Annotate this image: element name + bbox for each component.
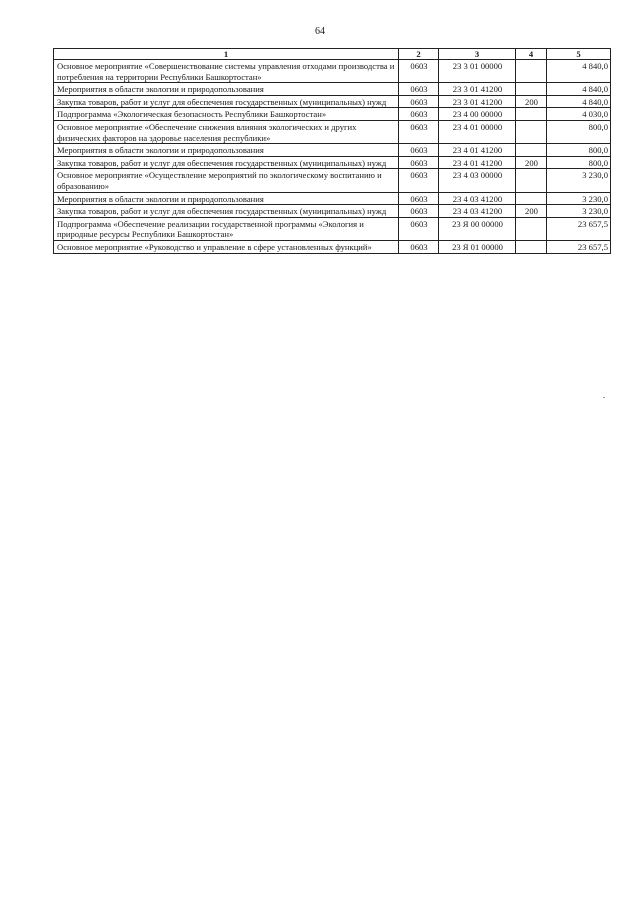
table-row: [54, 192, 611, 205]
row-amount: 800,0: [547, 156, 611, 169]
row-code: 23 3 01 41200: [439, 83, 516, 96]
row-type: [516, 108, 547, 121]
header-col-4: 4: [516, 49, 547, 60]
row-code: 23 Я 00 00000: [439, 217, 516, 240]
row-code: 23 3 01 00000: [439, 60, 516, 83]
row-type: [516, 60, 547, 83]
row-name: Закупка товаров, работ и услуг для обеспечения государственных (муниципальных) нужд: [54, 205, 399, 218]
row-name: Основное мероприятие «Обеспечение снижения влияния экологических и других физических факторов на здоровье населения республики»: [54, 120, 399, 143]
row-code: 23 4 03 00000: [439, 169, 516, 192]
row-name: Мероприятия в области экологии и природопользования: [54, 192, 399, 205]
row-section: 0603: [399, 83, 439, 96]
row-section: 0603: [399, 144, 439, 157]
row-name: Подпрограмма «Экологическая безопасность Республики Башкортостан»: [54, 108, 399, 121]
row-code: 23 3 01 41200: [439, 95, 516, 108]
row-amount: 4 840,0: [547, 60, 611, 83]
row-section: 0603: [399, 120, 439, 143]
row-code: 23 4 01 41200: [439, 144, 516, 157]
row-code: 23 4 03 41200: [439, 192, 516, 205]
row-name: Основное мероприятие «Осуществление мероприятий по экологическому воспитанию и образованию»: [54, 169, 399, 192]
row-amount: 3 230,0: [547, 192, 611, 205]
table-row: [54, 83, 611, 96]
row-section: 0603: [399, 240, 439, 253]
scan-speck: [603, 397, 605, 398]
header-row: [54, 49, 611, 60]
header-col-1: 1: [54, 49, 399, 60]
row-code: 23 4 00 00000: [439, 108, 516, 121]
row-code: 23 Я 01 00000: [439, 240, 516, 253]
row-amount: 4 840,0: [547, 95, 611, 108]
row-type: [516, 192, 547, 205]
row-amount: 4 030,0: [547, 108, 611, 121]
row-type: [516, 217, 547, 240]
table-body: [54, 60, 611, 254]
row-name: Подпрограмма «Обеспечение реализации государственной программы «Экология и природные ресурсы Республики Башкортостан»: [54, 217, 399, 240]
row-type: [516, 144, 547, 157]
row-amount: 3 230,0: [547, 205, 611, 218]
table-header: [54, 49, 611, 60]
row-type: 200: [516, 95, 547, 108]
row-name: Основное мероприятие «Совершенствование системы управления отходами производства и потребления на территории Республики Башкортостан»: [54, 60, 399, 83]
row-section: 0603: [399, 205, 439, 218]
table-row: [54, 120, 611, 143]
row-amount: 3 230,0: [547, 169, 611, 192]
table-row: [54, 60, 611, 83]
row-code: 23 4 03 41200: [439, 205, 516, 218]
row-name: Закупка товаров, работ и услуг для обеспечения государственных (муниципальных) нужд: [54, 156, 399, 169]
row-amount: 23 657,5: [547, 217, 611, 240]
row-amount: 23 657,5: [547, 240, 611, 253]
row-name: Закупка товаров, работ и услуг для обеспечения государственных (муниципальных) нужд: [54, 95, 399, 108]
row-code: 23 4 01 00000: [439, 120, 516, 143]
table-row: [54, 240, 611, 253]
header-col-5: 5: [547, 49, 611, 60]
row-type: [516, 169, 547, 192]
row-amount: 800,0: [547, 144, 611, 157]
row-type: [516, 240, 547, 253]
row-type: [516, 120, 547, 143]
page-number: 64: [315, 26, 325, 37]
row-name: Основное мероприятие «Руководство и управление в сфере установленных функций»: [54, 240, 399, 253]
row-type: 200: [516, 156, 547, 169]
row-section: 0603: [399, 95, 439, 108]
table-row: [54, 217, 611, 240]
row-section: 0603: [399, 108, 439, 121]
row-section: 0603: [399, 156, 439, 169]
table-row: [54, 169, 611, 192]
table-row: [54, 144, 611, 157]
row-section: 0603: [399, 169, 439, 192]
table-row: [54, 95, 611, 108]
row-section: 0603: [399, 60, 439, 83]
row-section: 0603: [399, 217, 439, 240]
row-amount: 800,0: [547, 120, 611, 143]
row-name: Мероприятия в области экологии и природопользования: [54, 144, 399, 157]
row-type: 200: [516, 205, 547, 218]
row-type: [516, 83, 547, 96]
header-col-3: 3: [439, 49, 516, 60]
row-name: Мероприятия в области экологии и природопользования: [54, 83, 399, 96]
header-col-2: 2: [399, 49, 439, 60]
row-code: 23 4 01 41200: [439, 156, 516, 169]
row-section: 0603: [399, 192, 439, 205]
row-amount: 4 840,0: [547, 83, 611, 96]
table-row: [54, 156, 611, 169]
budget-table: [53, 48, 611, 254]
table-row: [54, 108, 611, 121]
table-row: [54, 205, 611, 218]
